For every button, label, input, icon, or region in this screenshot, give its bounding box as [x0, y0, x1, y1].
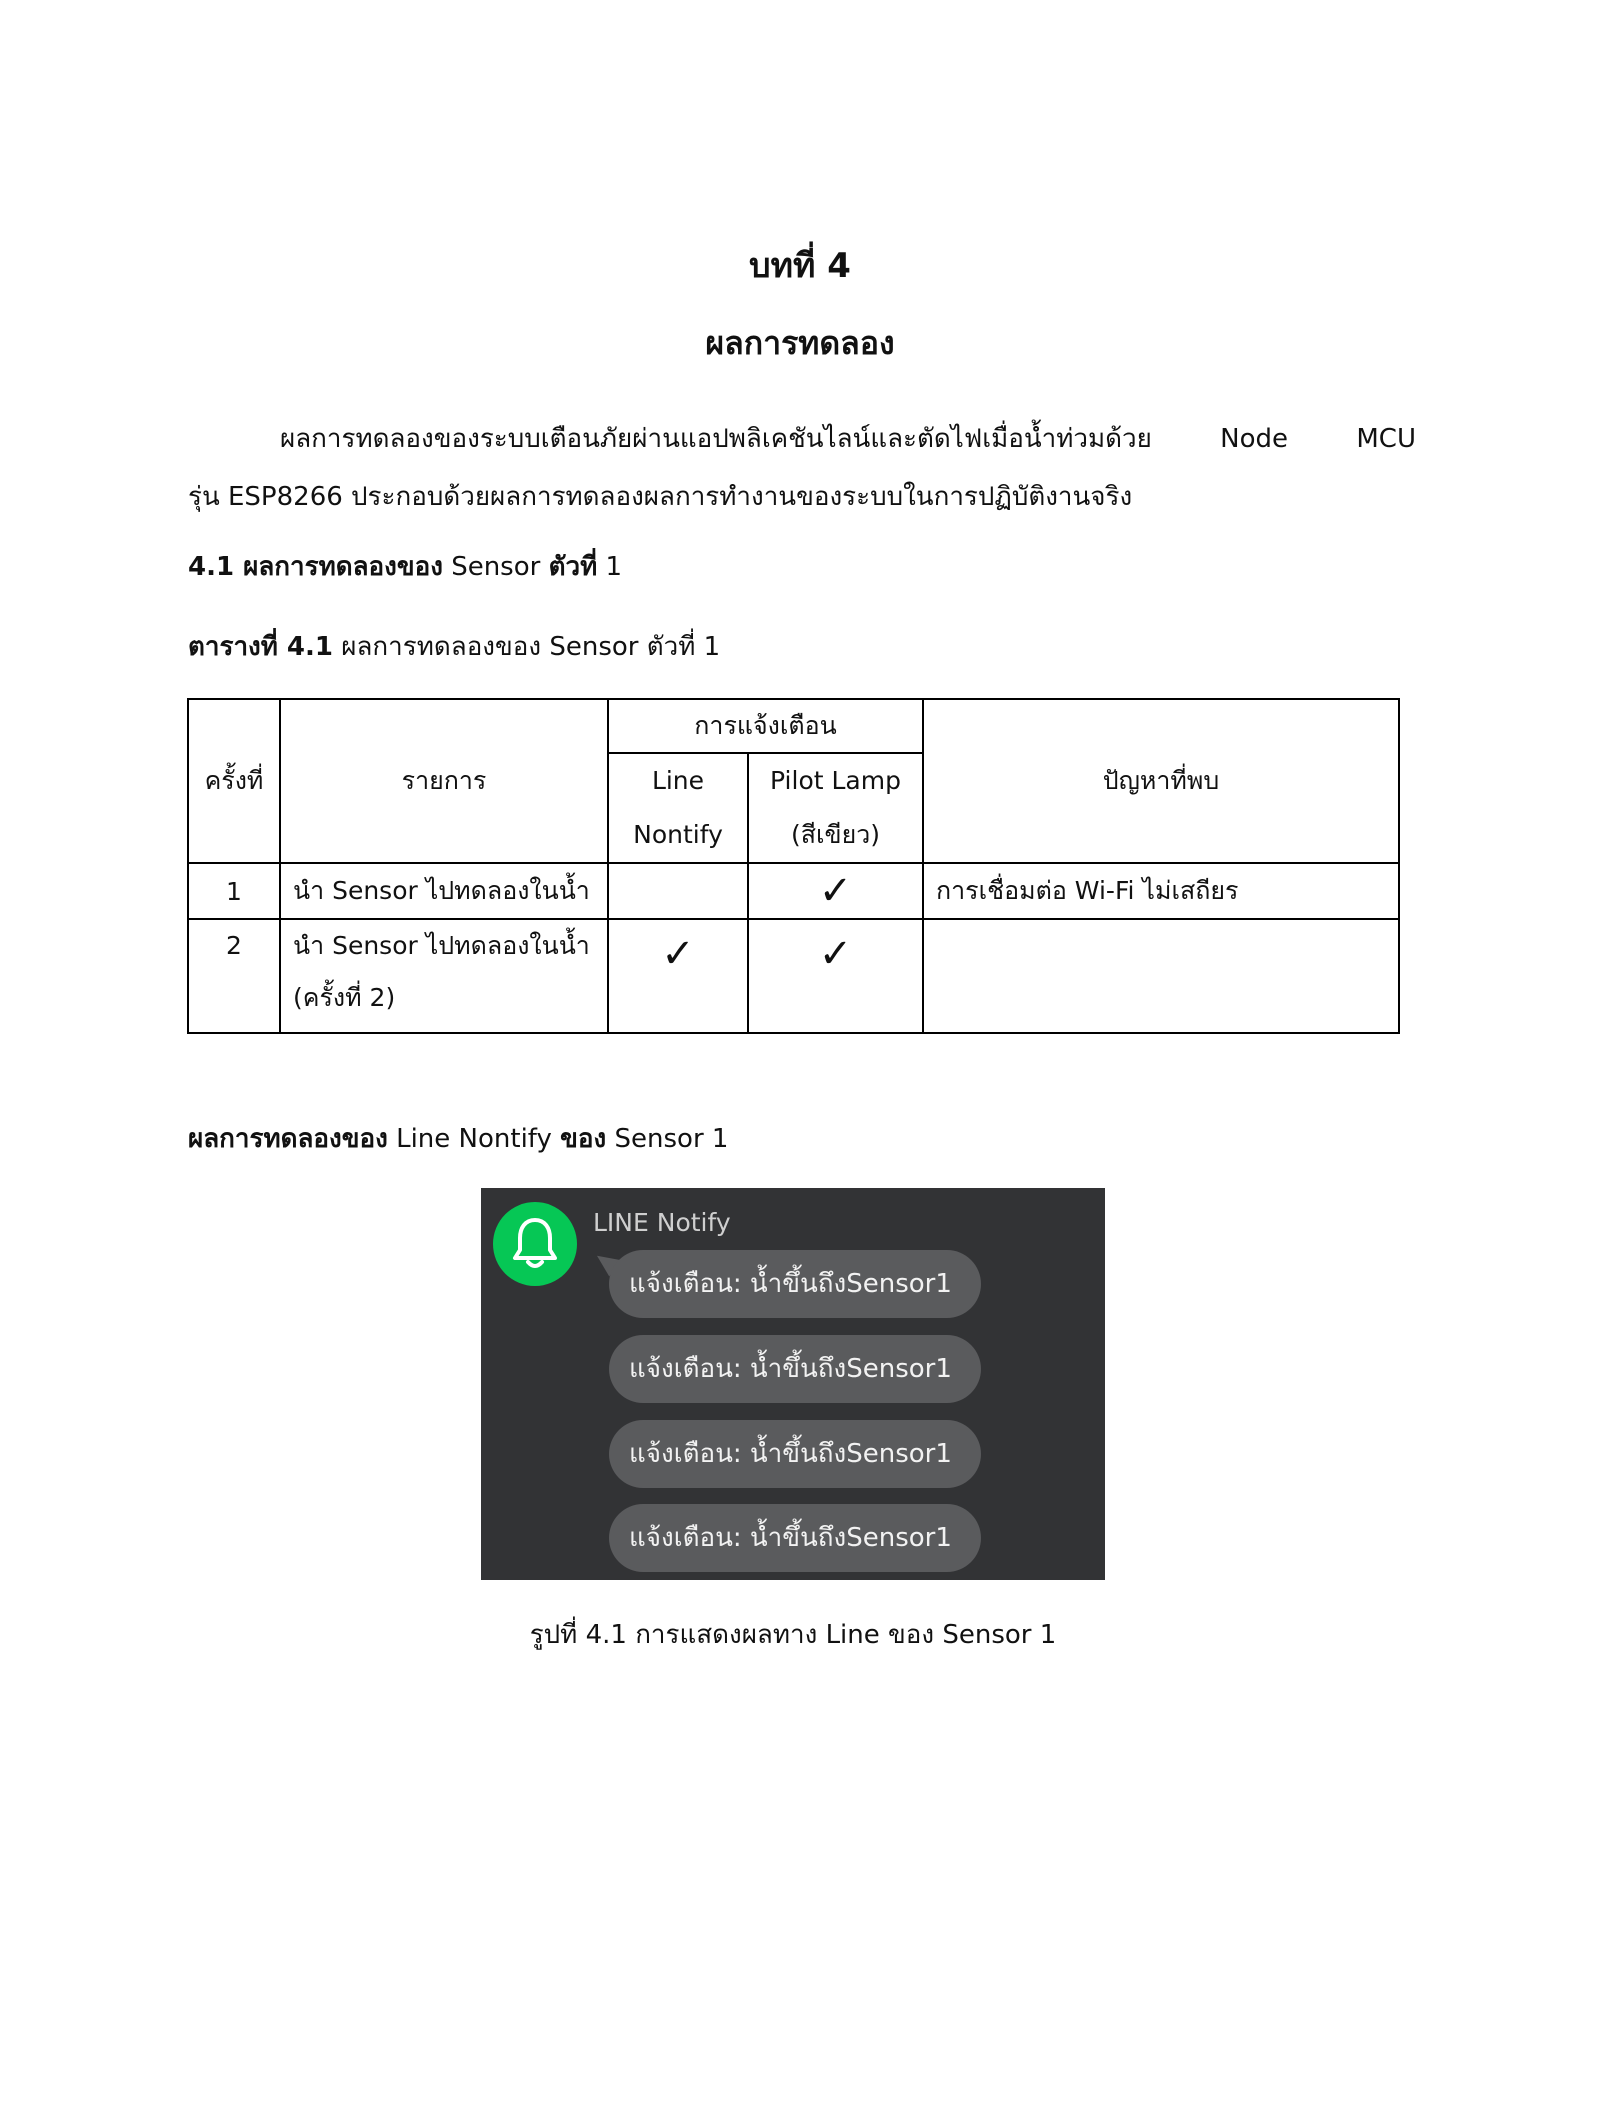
chapter-title: ผลการทดลอง [705, 324, 895, 362]
sender-name: LINE Notify [593, 1208, 731, 1237]
header-line-notify [608, 753, 748, 863]
header-line-notify-text: Line Nontify [633, 766, 723, 849]
row-problem: การเชื่อมต่อ Wi-Fi ไม่เสถียร [923, 863, 1399, 919]
line-heading-sensor: Sensor 1 [606, 1124, 729, 1154]
table-row [188, 919, 1399, 1033]
section-heading-bold-2: ตัวที่ [548, 552, 598, 582]
header-pilot-lamp-2: (สีเขียว) [790, 820, 881, 849]
row-no: 1 [188, 863, 280, 919]
section-heading-sensor: Sensor [442, 552, 549, 582]
row-pilot-lamp-check: ✓ [748, 919, 923, 1033]
section-heading-bold: 4.1 ผลการทดลองของ [188, 552, 443, 582]
header-no: ครั้งที่ [188, 699, 280, 863]
intro-line-1: ผลการทดลองของระบบเตือนภัยผ่านแอปพลิเคชันไลน์และตัดไฟเมื่อน้ำท่วมด้วย Node MCU [280, 424, 1416, 454]
section-heading-number: 1 [597, 552, 623, 582]
results-table [187, 698, 1400, 1034]
line-heading-bold-2: ของ [560, 1124, 607, 1154]
line-heading-app: Line Nontify [387, 1124, 561, 1154]
section-heading [188, 546, 622, 587]
row-item [280, 919, 608, 1033]
table-caption [188, 626, 720, 667]
table-row [188, 863, 1399, 919]
line-notify-heading [188, 1118, 728, 1159]
row-no: 2 [188, 919, 280, 1033]
row-pilot-lamp-check: ✓ [748, 863, 923, 919]
header-alert-group: การแจ้งเตือน [608, 699, 923, 753]
header-pilot-lamp-1: Pilot Lamp [770, 766, 901, 795]
line-notify-avatar [493, 1202, 577, 1286]
intro-line-2: รุ่น ESP8266 ประกอบด้วยผลการทดลองผลการทำงานของระบบในการปฏิบัติงานจริง [188, 482, 1133, 512]
line-heading-bold: ผลการทดลองของ [188, 1124, 388, 1154]
row-item-line-2: (ครั้งที่ 2) [293, 983, 396, 1012]
chat-message[interactable]: แจ้งเตือน: น้ำขึ้นถึงSensor1 [609, 1250, 981, 1318]
table-caption-text: ผลการทดลองของ Sensor ตัวที่ 1 [333, 632, 721, 662]
intro-paragraph [188, 410, 1416, 526]
row-item: นำ Sensor ไปทดลองในน้ำ [280, 863, 608, 919]
chat-message[interactable]: แจ้งเตือน: น้ำขึ้นถึงSensor1 [609, 1420, 981, 1488]
header-item: รายการ [280, 699, 608, 863]
figure-caption: รูปที่ 4.1 การแสดงผลทาง Line ของ Sensor 1 [529, 1620, 1057, 1650]
row-line-notify-check: ✓ [608, 919, 748, 1033]
row-problem [923, 919, 1399, 1033]
table-header-row [188, 699, 1399, 753]
table-caption-label: ตารางที่ 4.1 [188, 632, 333, 662]
bell-icon [511, 1216, 559, 1272]
row-line-notify [608, 863, 748, 919]
header-pilot-lamp [748, 753, 923, 863]
chat-message[interactable]: แจ้งเตือน: น้ำขึ้นถึงSensor1 [609, 1335, 981, 1403]
row-item-line-1: นำ Sensor ไปทดลองในน้ำ [293, 931, 590, 960]
header-problem: ปัญหาที่พบ [923, 699, 1399, 863]
chapter-number: บทที่ 4 [749, 246, 851, 286]
line-chat-screenshot [481, 1188, 1105, 1580]
chat-message[interactable]: แจ้งเตือน: น้ำขึ้นถึงSensor1 [609, 1504, 981, 1572]
